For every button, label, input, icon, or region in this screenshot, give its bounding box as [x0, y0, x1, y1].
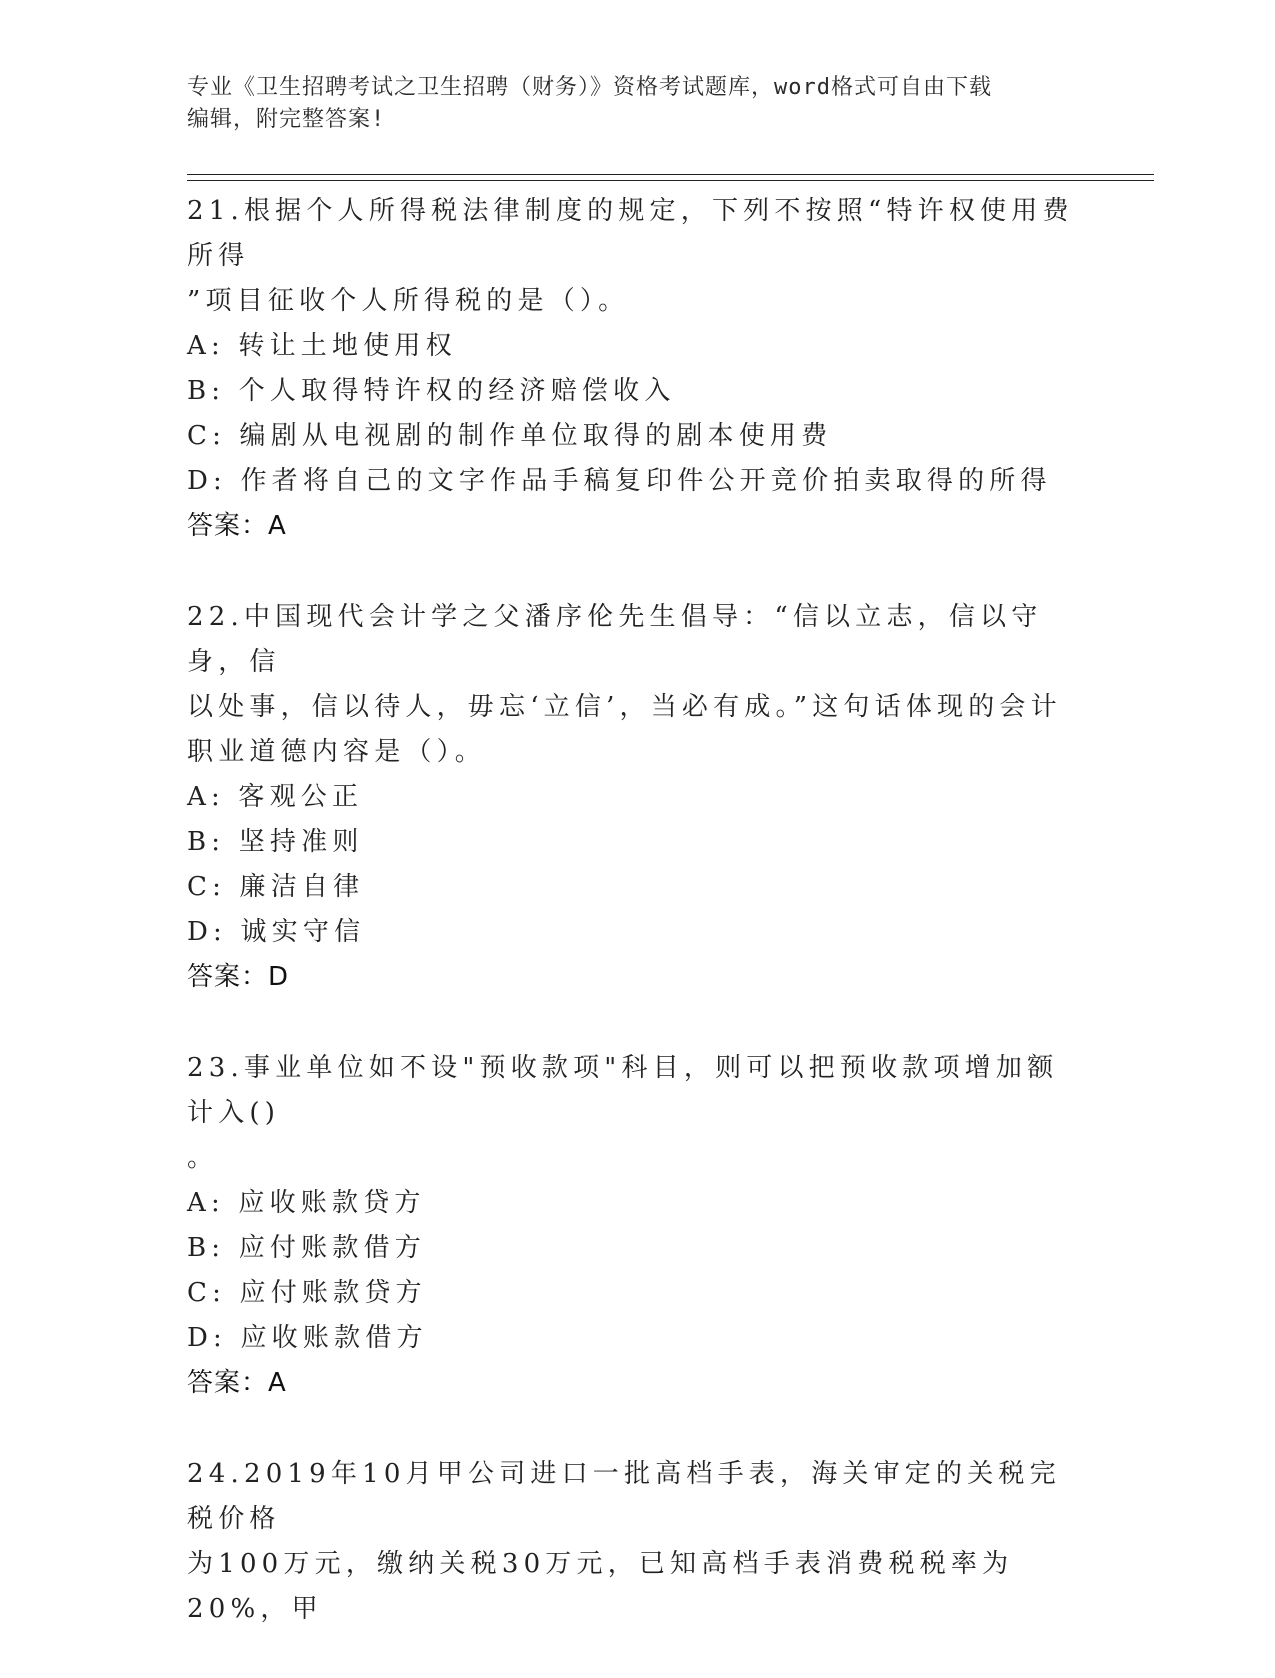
question-stem: 22.中国现代会计学之父潘序伦先生倡导：“信以立志，信以守身，信 [187, 602, 1043, 677]
option-c: C: 应付账款贷方 [187, 1278, 427, 1308]
option-d: D: 诚实守信 [187, 917, 366, 947]
option-c: C: 编剧从电视剧的制作单位取得的剧本使用费 [187, 421, 833, 451]
option-d: D: 应收账款借方 [187, 1323, 428, 1353]
header-rule [187, 174, 1154, 175]
option-a: A: 应收账款贷方 [187, 1188, 426, 1218]
question-stem: 以处事，信以待人，毋忘‘立信’，当必有成。”这句话体现的会计 [187, 692, 1062, 722]
question-stem: 为100万元，缴纳关税30万元，已知高档手表消费税税率为20%，甲 [187, 1549, 1014, 1624]
option-a: A: 转让土地使用权 [187, 331, 457, 361]
document-header [187, 72, 1087, 136]
question-stem: 职业道德内容是（）。 [187, 737, 487, 767]
header-line: 编辑，附完整答案! [187, 107, 386, 132]
option-a: A: 客观公正 [187, 782, 364, 812]
question-stem: ”项目征收个人所得税的是（）。 [187, 286, 630, 316]
answer-line: 答案：A [187, 1368, 287, 1398]
header-rule [187, 180, 1154, 181]
option-c: C: 廉洁自律 [187, 872, 365, 902]
question-stem: 24.2019年10月甲公司进口一批高档手表，海关审定的关税完税价格 [187, 1459, 1061, 1534]
answer-line: 答案：A [187, 511, 287, 541]
option-b: B: 应付账款借方 [187, 1233, 426, 1263]
question-23 [187, 1046, 1087, 1406]
question-stem: 21.根据个人所得税法律制度的规定，下列不按照“特许权使用费所得 [187, 196, 1074, 271]
option-b: B: 个人取得特许权的经济赔偿收入 [187, 376, 676, 406]
question-22 [187, 595, 1087, 1000]
question-list [187, 189, 1087, 1678]
option-b: B: 坚持准则 [187, 827, 364, 857]
answer-line: 答案：D [187, 962, 290, 992]
question-stem: 。 [187, 1143, 219, 1173]
question-stem: 23.事业单位如不设"预收款项"科目，则可以把预收款项增加额计入() [187, 1053, 1059, 1128]
question-24 [187, 1452, 1087, 1632]
option-d: D: 作者将自己的文字作品手稿复印件公开竞价拍卖取得的所得 [187, 466, 1052, 496]
question-21 [187, 189, 1087, 549]
header-line: 专业《卫生招聘考试之卫生招聘（财务）》资格考试题库，word格式可自由下载 [187, 75, 992, 100]
